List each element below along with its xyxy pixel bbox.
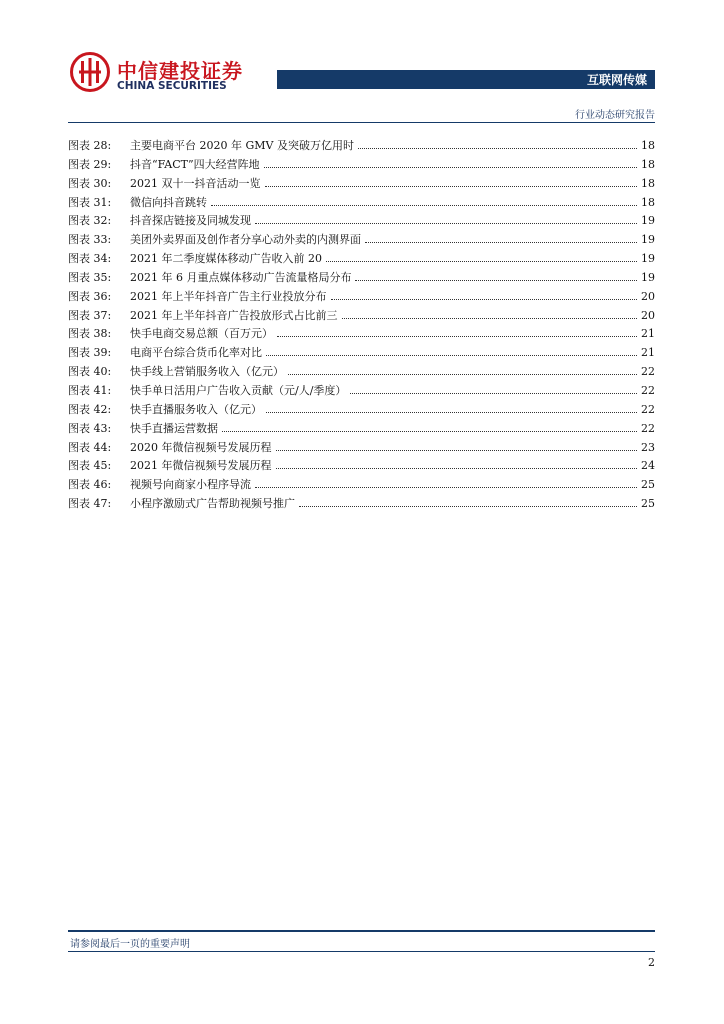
toc-entry-label: 图表 47: — [68, 497, 112, 511]
toc-entry-page[interactable]: 19 — [641, 252, 655, 266]
toc-entry-page[interactable]: 25 — [641, 497, 655, 511]
logo-emblem-icon — [70, 52, 110, 92]
toc-entry-title[interactable]: 抖音探店链接及同城发现 — [130, 214, 251, 228]
toc-entry-page[interactable]: 21 — [641, 346, 655, 360]
logo-text-cn: 中信建投证券 — [117, 59, 243, 83]
footer-divider — [68, 930, 655, 932]
toc-entry[interactable] — [68, 494, 655, 513]
toc-entry-page[interactable]: 20 — [641, 308, 655, 322]
toc-entry-page[interactable]: 18 — [641, 139, 655, 152]
toc-entry-label: 图表 41: — [68, 383, 112, 397]
toc-entry[interactable] — [68, 343, 655, 362]
toc-entry-title[interactable]: 2021 双十一抖音活动一览 — [130, 176, 261, 190]
toc-entry-page[interactable]: 24 — [641, 459, 655, 473]
toc-entry-page[interactable]: 19 — [641, 214, 655, 228]
toc-entry-page[interactable]: 22 — [641, 383, 655, 397]
toc-entry[interactable] — [68, 306, 655, 325]
toc-entry[interactable] — [68, 249, 655, 268]
toc-entry-page[interactable]: 21 — [641, 327, 655, 341]
toc-entry-label: 图表 42: — [68, 402, 112, 416]
toc-entry[interactable] — [68, 362, 655, 381]
footer-divider-bottom — [68, 951, 655, 952]
toc-entry[interactable] — [68, 136, 655, 155]
sector-tag: 互联网传媒 — [586, 73, 647, 87]
toc-entry-title[interactable]: 微信向抖音跳转 — [130, 195, 207, 209]
toc-entry-title[interactable]: 抖音“FACT”四大经营阵地 — [130, 157, 260, 171]
toc-dot-leader — [266, 400, 637, 413]
toc-entry[interactable] — [68, 400, 655, 419]
toc-entry-label: 图表 33: — [68, 233, 112, 247]
toc-entry-title[interactable]: 快手直播服务收入（亿元） — [130, 402, 262, 416]
toc-entry-label: 图表 44: — [68, 440, 112, 454]
toc-entry-title[interactable]: 2021 年 6 月重点媒体移动广告流量格局分布 — [130, 270, 352, 284]
toc-entry-title[interactable]: 视频号向商家小程序导流 — [130, 478, 251, 492]
toc-entry-page[interactable]: 22 — [641, 402, 655, 416]
toc-entry-label: 图表 39: — [68, 346, 112, 360]
toc-entry-title[interactable]: 快手直播运营数据 — [130, 421, 218, 435]
toc-dot-leader — [255, 475, 637, 488]
page-header — [0, 0, 724, 125]
toc-entry-title[interactable]: 美团外卖界面及创作者分享心动外卖的内测界面 — [130, 233, 361, 247]
logo-text-en: CHINA SECURITIES — [117, 80, 227, 92]
toc-entry[interactable] — [68, 287, 655, 306]
toc-entry-label: 图表 45: — [68, 459, 112, 473]
toc-entry-page[interactable]: 20 — [641, 289, 655, 303]
toc-dot-leader — [276, 438, 638, 451]
toc-entry-page[interactable]: 22 — [641, 365, 655, 379]
toc-dot-leader — [265, 174, 638, 187]
toc-dot-leader — [266, 343, 637, 356]
toc-entry-label: 图表 35: — [68, 270, 112, 284]
toc-entry-label: 图表 28: — [68, 139, 112, 152]
toc-dot-leader — [350, 381, 637, 394]
toc-entry[interactable] — [68, 193, 655, 212]
toc-dot-leader — [276, 456, 638, 469]
toc-entry[interactable] — [68, 211, 655, 230]
toc-entry[interactable] — [68, 174, 655, 193]
toc-entry-label: 图表 29: — [68, 157, 112, 171]
toc-entry-label: 图表 37: — [68, 308, 112, 322]
toc-entry[interactable] — [68, 381, 655, 400]
toc-entry-label: 图表 32: — [68, 214, 112, 228]
toc-entry[interactable] — [68, 155, 655, 174]
toc-dot-leader — [342, 306, 638, 319]
toc-dot-leader — [222, 419, 637, 432]
toc-dot-leader — [299, 494, 637, 507]
toc-dot-leader — [255, 211, 637, 224]
toc-entry-title[interactable]: 电商平台综合货币化率对比 — [130, 346, 262, 360]
toc-entry-title[interactable]: 快手电商交易总额（百万元） — [130, 327, 273, 341]
toc-entry-title[interactable]: 快手线上营销服务收入（亿元） — [130, 365, 284, 379]
toc-entry-page[interactable]: 18 — [641, 176, 655, 190]
china-securities-logo — [70, 52, 243, 96]
toc-entry-title[interactable]: 小程序激励式广告帮助视频号推广 — [130, 497, 295, 511]
toc-entry-label: 图表 34: — [68, 252, 112, 266]
toc-entry[interactable] — [68, 456, 655, 475]
toc-entry-label: 图表 30: — [68, 176, 112, 190]
toc-entry-label: 图表 36: — [68, 289, 112, 303]
toc-dot-leader — [331, 287, 638, 300]
toc-entry-label: 图表 46: — [68, 478, 112, 492]
toc-dot-leader — [326, 249, 637, 262]
toc-entry[interactable] — [68, 419, 655, 438]
toc-entry-label: 图表 40: — [68, 365, 112, 379]
header-banner — [277, 70, 655, 89]
toc-entry-title[interactable]: 快手单日活用户广告收入贡献（元/人/季度） — [130, 383, 347, 397]
toc-dot-leader — [264, 155, 637, 168]
toc-entry-page[interactable]: 18 — [641, 157, 655, 171]
toc-entry-page[interactable]: 19 — [641, 270, 655, 284]
toc-entry[interactable] — [68, 438, 655, 457]
toc-entry-title[interactable]: 2021 年上半年抖音广告主行业投放分布 — [130, 289, 327, 303]
toc-entry-label: 图表 38: — [68, 327, 112, 341]
toc-dot-leader — [365, 230, 637, 243]
disclaimer-note: 请参阅最后一页的重要声明 — [70, 939, 190, 950]
report-type: 行业动态研究报告 — [575, 110, 655, 121]
toc-entry[interactable] — [68, 268, 655, 287]
toc-entry-title[interactable]: 2021 年二季度媒体移动广告收入前 20 — [130, 252, 322, 266]
page-number: 2 — [648, 956, 655, 969]
toc-dot-leader — [355, 268, 637, 281]
toc-entry-title[interactable]: 2020 年微信视频号发展历程 — [130, 440, 272, 454]
toc-dot-leader — [288, 362, 637, 375]
toc-entry-page[interactable]: 18 — [641, 195, 655, 209]
toc-entry-title[interactable]: 主要电商平台 2020 年 GMV 及突破万亿用时 — [130, 139, 354, 152]
toc-entry[interactable] — [68, 324, 655, 343]
toc-entry-page[interactable]: 22 — [641, 421, 655, 435]
toc-entry-page[interactable]: 19 — [641, 233, 655, 247]
toc-entry[interactable] — [68, 230, 655, 249]
toc-entry-label: 图表 43: — [68, 421, 112, 435]
header-divider — [68, 122, 655, 123]
toc-dot-leader — [211, 193, 637, 206]
toc-entry-title[interactable]: 2021 年上半年抖音广告投放形式占比前三 — [130, 308, 338, 322]
toc-entry[interactable] — [68, 475, 655, 494]
toc-dot-leader — [358, 136, 637, 149]
toc-entry-title[interactable]: 2021 年微信视频号发展历程 — [130, 459, 272, 473]
toc-entry-page[interactable]: 23 — [641, 440, 655, 454]
toc-entry-page[interactable]: 25 — [641, 478, 655, 492]
toc-entry-label: 图表 31: — [68, 195, 112, 209]
figure-index-list — [68, 136, 655, 513]
toc-dot-leader — [277, 324, 637, 337]
